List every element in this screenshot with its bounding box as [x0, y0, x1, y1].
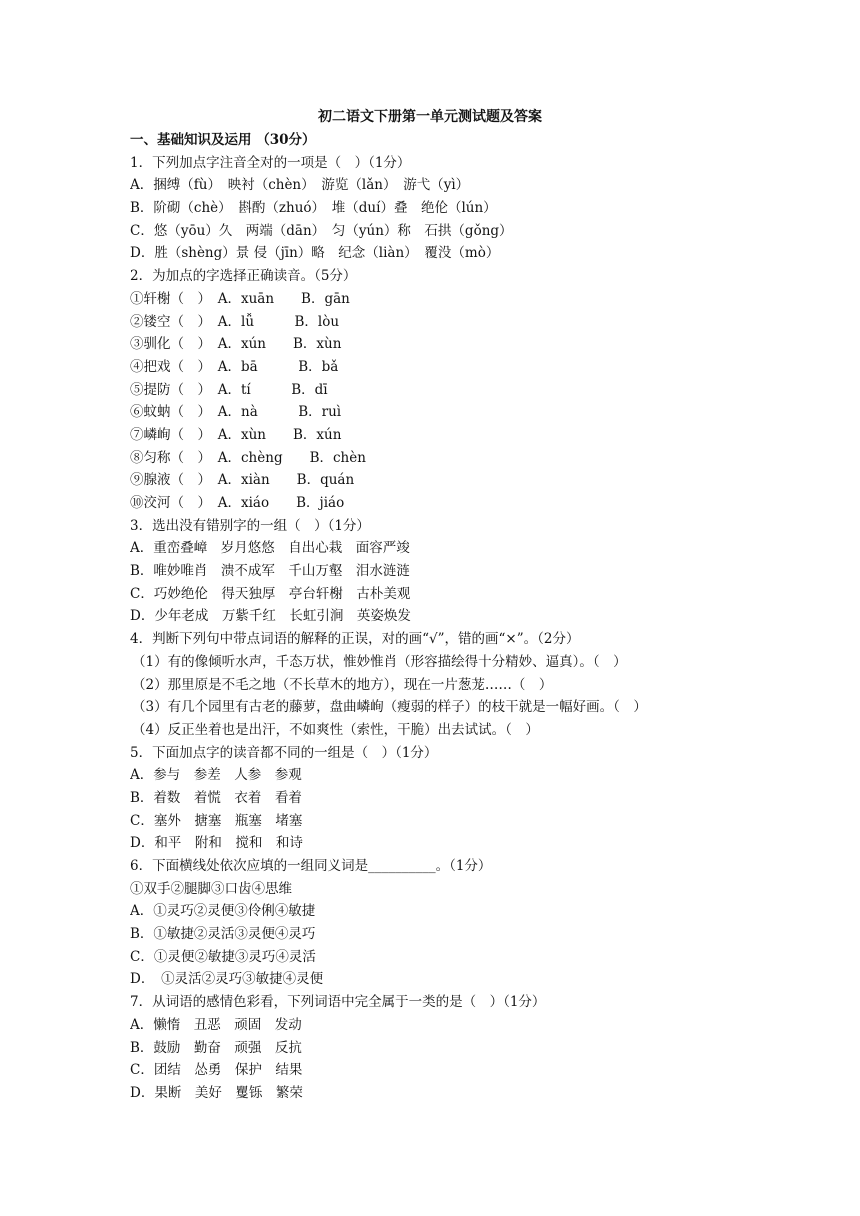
option-line: D．果断 美好 矍铄 繁荣 — [130, 1084, 303, 1101]
sub-item: （1）有的像倾听水声，千态万状，惟妙惟肖（形容描绘得十分精妙、逼真）。（ ） — [132, 653, 627, 670]
pinyin-item: ①轩榭（ ） A．xuān B．gān — [130, 290, 350, 307]
document-title: 初二语文下册第一单元测试题及答案 — [318, 109, 542, 125]
option-line: D．胜（shèng）景 侵（jīn）略 纪念（liàn） 覆没（mò） — [130, 245, 500, 262]
pinyin-item: ⑧匀称（ ） A．chèng B．chèn — [130, 449, 366, 466]
option-line: C．塞外 搪塞 瓶塞 堵塞 — [130, 812, 303, 829]
question-7: 7．从词语的感情色彩看，下列词语中完全属于一类的是（ ）（1分） — [130, 994, 546, 1011]
option-line: B．唯妙唯肖 溃不成军 千山万壑 泪水涟涟 — [130, 563, 410, 580]
sub-item: （4）反正坐着也是出汗，不如爽性（索性，干脆）出去试试。（ ） — [132, 721, 539, 738]
pinyin-item: ③驯化（ ） A．xún B．xùn — [130, 336, 342, 353]
option-line: C．悠（yōu）久 两端（dān） 匀（yún）称 石拱（gǒng） — [130, 222, 513, 239]
option-line: B．阶砌（chè） 斟酌（zhuó） 堆（duí）叠 绝伦（lún） — [130, 200, 497, 217]
option-line: A．捆缚（fù） 映衬（chèn） 游览（lǎn） 游弋（yì） — [130, 177, 470, 194]
pinyin-item: ⑦嶙峋（ ） A．xùn B．xún — [130, 426, 342, 443]
sub-item: （2）那里原是不毛之地（不长草木的地方），现在一片葱茏……（ ） — [132, 676, 553, 693]
option-line: B．着数 着慌 衣着 看着 — [130, 789, 302, 806]
option-line: C．巧妙绝伦 得天独厚 亭台轩榭 古朴美观 — [130, 585, 411, 602]
pinyin-item: ⑤提防（ ） A．tí B．dī — [130, 381, 328, 398]
question-1: 1．下列加点字注音全对的一项是（ ）（1分） — [130, 154, 411, 171]
question-3: 3．选出没有错别字的一组（ ）（1分） — [130, 517, 370, 534]
word-list: ①双手②腿脚③口齿④思维 — [130, 880, 292, 897]
option-line: A．参与 参差 人参 参观 — [130, 767, 302, 784]
option-line: D．少年老成 万紫千红 长虹引涧 英姿焕发 — [130, 608, 411, 625]
option-line: A．重峦叠嶂 岁月悠悠 自出心栽 面容严竣 — [130, 540, 410, 557]
option-line: D． ①灵活②灵巧③敏捷④灵便 — [130, 971, 324, 988]
option-line: A．①灵巧②灵便③伶俐④敏捷 — [130, 903, 316, 920]
pinyin-item: ②镂空（ ） A．lǚ B．lòu — [130, 313, 340, 330]
option-line: B．鼓励 勤奋 顽强 反抗 — [130, 1039, 302, 1056]
option-line: C．团结 怂勇 保护 结果 — [130, 1062, 303, 1079]
option-line: B．①敏捷②灵活③灵便④灵巧 — [130, 926, 316, 943]
option-line: C．①灵便②敏捷③灵巧④灵活 — [130, 948, 316, 965]
document-body — [130, 129, 730, 1105]
pinyin-item: ⑥蚊蚋（ ） A．nà B．ruì — [130, 404, 342, 421]
pinyin-item: ⑨腺液（ ） A．xiàn B．quán — [130, 472, 355, 489]
question-4: 4．判断下列句中带点词语的解释的正误，对的画“√”，错的画“×”。（2分） — [130, 631, 580, 648]
section-heading: 一、基础知识及运用 （30分） — [130, 132, 316, 148]
pinyin-item: ④把戏（ ） A．bā B．bǎ — [130, 358, 339, 375]
question-5: 5．下面加点字的读音都不同的一组是（ ）（1分） — [130, 744, 438, 761]
sub-item: （3）有几个园里有古老的藤萝，盘曲嶙峋（瘦弱的样子）的枝干就是一幅好画。（ ） — [132, 699, 647, 716]
question-2: 2．为加点的字选择正确读音。（5分） — [130, 268, 357, 285]
question-6: 6．下面横线处依次应填的一组同义词是__________。（1分） — [130, 858, 492, 874]
pinyin-item: ⑩洨河（ ） A．xiáo B．jiáo — [130, 495, 345, 511]
option-line: A．懒惰 丑恶 顽固 发动 — [130, 1016, 302, 1033]
option-line: D．和平 附和 搅和 和诗 — [130, 835, 303, 852]
